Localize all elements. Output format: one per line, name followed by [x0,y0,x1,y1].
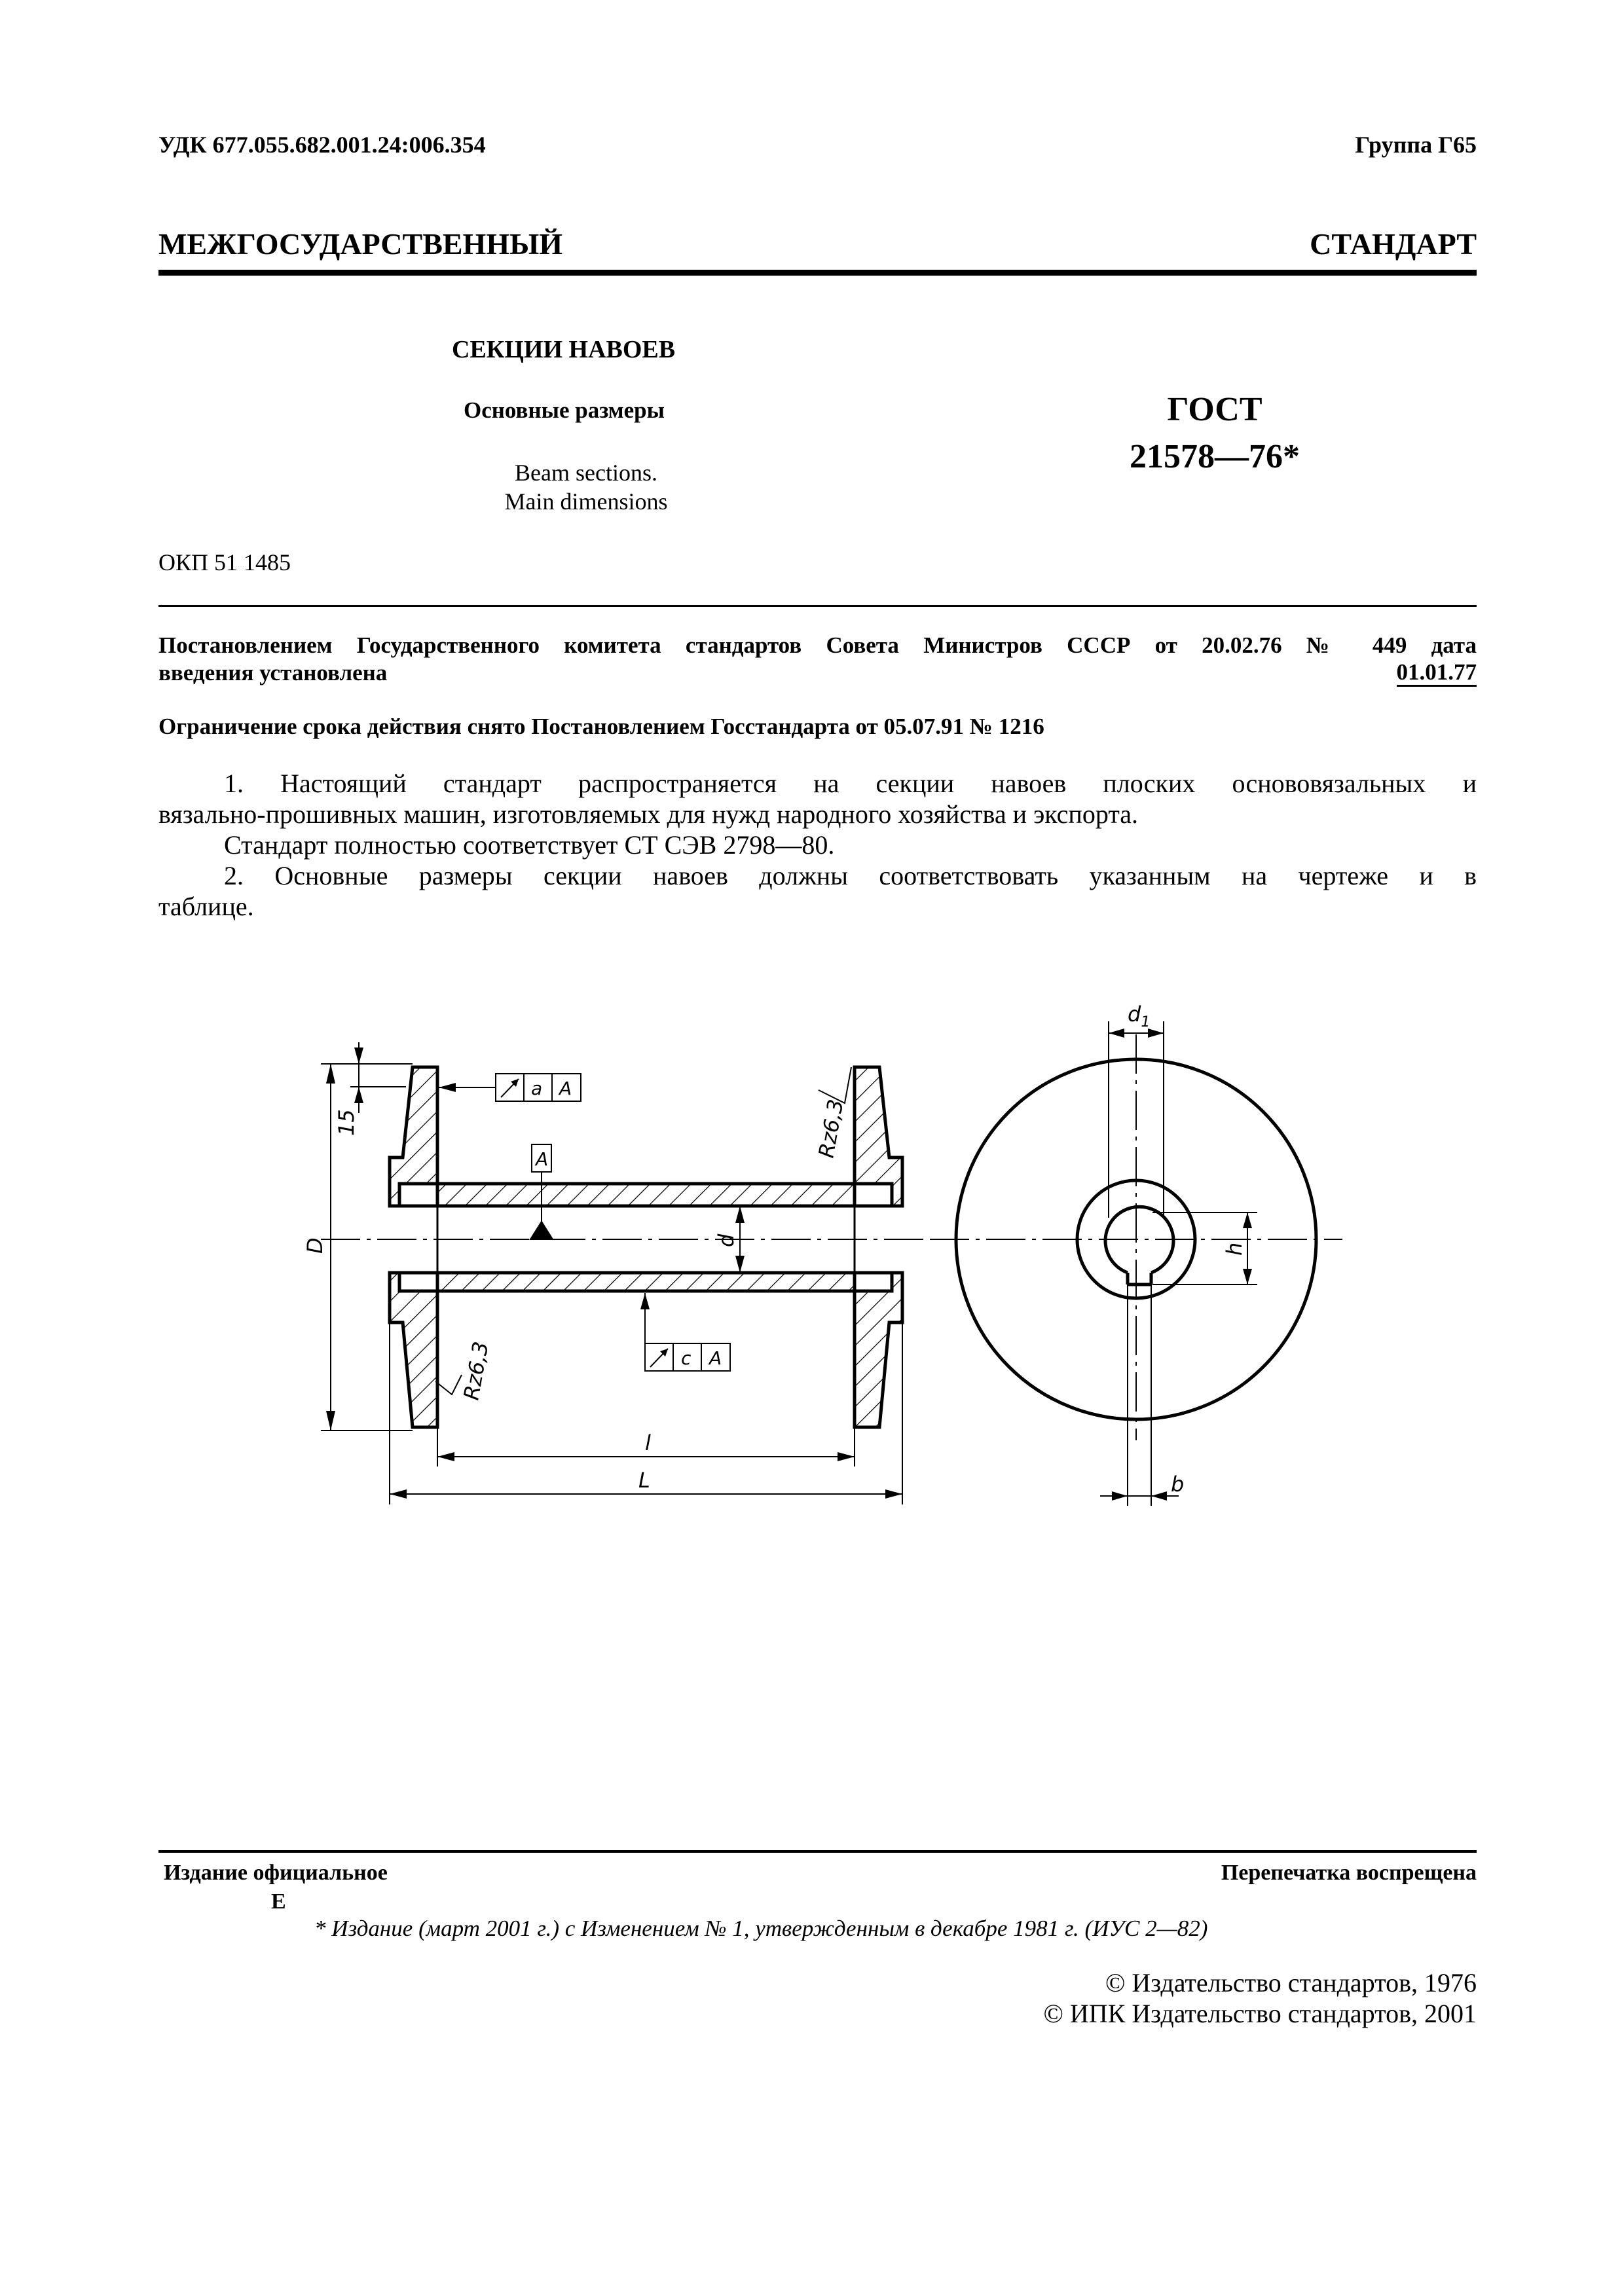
gost-code: 21578—76* [1130,438,1300,475]
tolerance-bottom-datum: A [709,1347,722,1369]
roughness-bottom-symbol [435,1375,462,1394]
edition-note: * Издание (март 2001 г.) с Изменением № 1, утвержденным в декабре 1981 г. (ИУС 2—82) [314,1916,1208,1941]
paragraph-1-line2: вязально-прошивных машин, изготовляемых для нужд народного хозяйства и экспорта. [158,799,1139,829]
dim-d1-label: $d_1$ [1128,1002,1151,1030]
subtitle-ru: Основные размеры [464,397,665,423]
roughness-top: Rz6,3 [813,1097,849,1160]
dim-15-label: 15 [334,1109,359,1136]
standard-banner: МЕЖГОСУДАРСТВЕННЫЙ СТАНДАРТ [158,227,1477,261]
decree-line2: введения установлена [158,660,388,685]
end-view-dimensions [1100,1021,1257,1506]
tolerance-bottom-value: c [681,1347,691,1369]
dim-b-label: b [1171,1472,1185,1497]
decree-line1: Постановлением Государственного комитета стандартов Совета Министров СССР от 20.02.76 № 449 дата [158,632,1477,658]
gost-label: ГОСТ [1167,391,1263,428]
dim-h-label: h [1222,1242,1247,1256]
limit-note: Ограничение срока действия снято Постановлением Госстандарта от 05.07.91 № 1216 [158,714,1044,739]
paragraph-2-line1: 2. Основные размеры секции навоев должны соответствовать указанным на чертеже и в [224,861,1477,890]
dim-d-label: d [714,1233,739,1247]
tolerance-top-value: a [531,1078,543,1099]
tolerance-top-datum: A [559,1078,572,1099]
reprint-forbidden: Перепечатка воспрещена [1221,1861,1477,1885]
copyright-2001: © ИПК Издательство стандартов, 2001 [1043,1999,1477,2028]
dim-L-label: L [638,1468,650,1493]
left-flange [390,1067,437,1206]
footer-rule [158,1850,1477,1853]
title-en-line1: Beam sections. [515,460,657,486]
letter-e: Е [271,1889,286,1914]
roughness-bottom: Rz6,3 [458,1339,494,1402]
dim-D-label: D [303,1237,327,1254]
okp-code: ОКП 51 1485 [158,549,291,575]
title-en-line2: Main dimensions [504,488,668,515]
right-flange [855,1067,902,1206]
paragraph-1-line3: Стандарт полностью соответствует СТ СЭВ 2798—80. [224,830,835,860]
copyright-1976: © Издательство стандартов, 1976 [1105,1968,1477,1997]
left-flange-lower [390,1273,437,1427]
paragraph-1-line1: 1. Настоящий стандарт распространяется на секции навоев плоских основовязальных и [224,769,1477,798]
title-ru: СЕКЦИИ НАВОЕВ [452,336,676,363]
official-edition: Издание официальное [164,1861,388,1885]
datum-A-label: A [536,1148,549,1170]
decree-date: 01.01.77 [1397,660,1477,687]
hub-lower-wall [437,1273,855,1291]
dim-l-label: l [645,1430,651,1455]
paragraph-2-line2: таблице. [158,892,254,921]
right-flange-lower [855,1273,902,1427]
hub-upper-wall [437,1184,855,1206]
end-view-centerlines [930,1034,1342,1440]
group-code: Группа Г65 [1355,132,1477,158]
udk-code: УДК 677.055.682.001.24:006.354 [158,132,486,158]
